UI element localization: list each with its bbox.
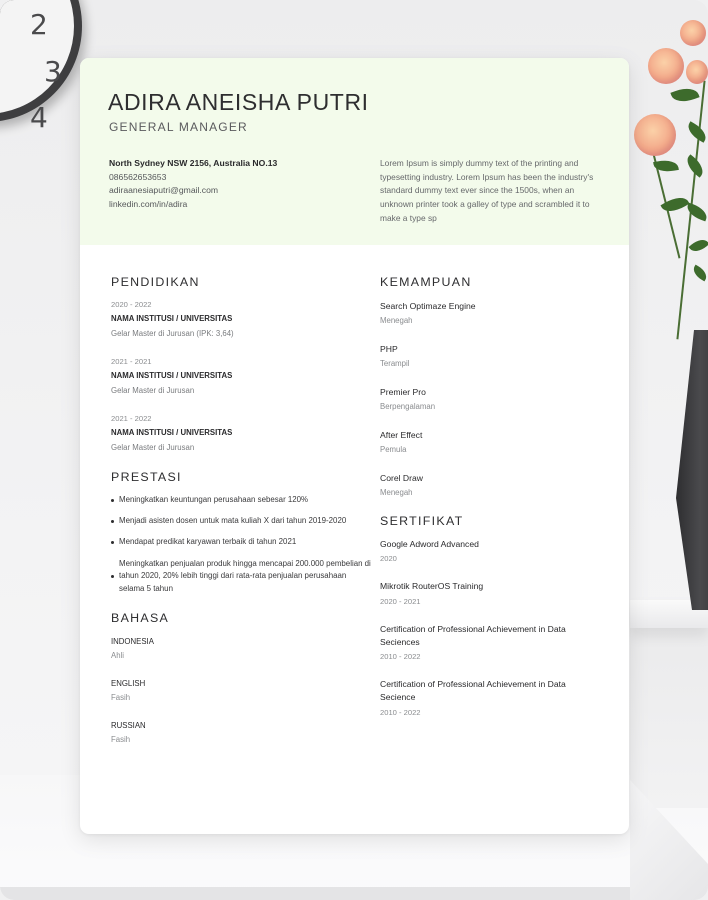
certificate-name: Mikrotik RouterOS Training [380,581,484,592]
skill-name: Corel Draw [380,473,423,483]
achievement-item [111,515,371,528]
education-year: 2021 - 2022 [111,414,152,423]
education-institution: NAMA INSTITUSI / UNIVERSITAS [111,428,233,437]
certificate-year: 2010 - 2022 [380,707,421,717]
certificate-item [380,538,600,566]
achievement-item [111,536,371,549]
language-name: INDONESIA [111,637,154,647]
skill-item [380,385,600,414]
skill-item [380,471,600,500]
achievement-text: Meningkatkan penjualan produk hingga mencapai 200.000 pembelian di tahun 2020, 20% lebih tinggi dari rata-rata penjualan perusahaan selama 5 tahun [119,558,371,593]
skill-name: Premier Pro [380,387,426,397]
languages-title: BAHASA [111,611,170,626]
contact-linkedin: linkedin.com/in/adira [109,198,188,209]
education-year: 2021 - 2021 [111,357,152,366]
skill-item [380,428,600,457]
skill-level: Pemula [380,445,407,454]
language-item [111,719,371,746]
education-degree: Gelar Master di Jurusan [111,443,195,452]
certificate-year: 2020 [380,554,397,564]
resume-role: GENERAL MANAGER [109,120,248,134]
bullet-icon [111,541,114,544]
education-title: PENDIDIKAN [111,275,200,289]
floor-edge [0,887,708,900]
achievement-item [111,558,371,596]
contact-phone: 086562653653 [109,171,167,182]
achievement-text: Menjadi asisten dosen untuk mata kuliah X dari tahun 2019-2020 [119,516,347,526]
leaf-icon [683,154,708,177]
flower-icon [648,48,684,84]
education-item [111,299,371,340]
skill-item [380,342,600,371]
certificates-title: SERTIFIKAT [380,514,464,528]
clock-number-2: 2 [30,8,48,41]
achievements-title: PRESTASI [111,470,182,484]
resume-header [80,58,629,245]
bullet-icon [111,499,114,502]
skill-level: Menegah [380,316,413,325]
skill-name: After Effect [380,430,423,440]
leaf-icon [691,265,708,282]
education-institution: NAMA INSTITUSI / UNIVERSITAS [111,371,233,380]
skill-level: Menegah [380,488,413,497]
education-degree: Gelar Master di Jurusan [111,386,195,395]
flower-icon [634,114,676,156]
language-name: ENGLISH [111,679,146,689]
leaf-icon [684,121,708,142]
contact-block [109,157,339,211]
resume-name: ADIRA ANEISHA PUTRI [108,89,369,115]
achievement-text: Mendapat predikat karyawan terbaik di tahun 2021 [119,537,297,547]
certificates-section [380,514,600,720]
skill-name: Search Optimaze Engine [380,301,476,311]
achievement-text: Meningkatkan keuntungan perusahaan sebesar 120% [119,495,309,504]
flower-icon [680,20,706,46]
language-name: RUSSIAN [111,721,146,731]
education-section [111,275,371,454]
language-level: Fasih [111,735,131,745]
language-level: Ahli [111,651,125,661]
skill-level: Berpengalaman [380,402,436,411]
education-year: 2020 - 2022 [111,300,152,309]
certificate-item [380,678,600,720]
certificate-name: Certification of Professional Achievement in Data Secience [380,679,566,703]
skill-name: PHP [380,344,398,354]
certificate-year: 2010 - 2022 [380,652,421,662]
wall-clock-icon [0,0,82,134]
clock-number-3: 3 [44,55,62,88]
resume-summary: Lorem Ipsum is simply dummy text of the printing and typesetting industry. Lorem Ipsum has been the industry's standard dummy text ever since the 1500s, when an unknown printer took a galley of type and scrambled it to make a type sp [380,158,594,223]
achievement-item [111,494,371,507]
education-degree: Gelar Master di Jurusan (IPK: 3,64) [111,329,234,338]
shelf-wall [630,628,708,808]
bullet-icon [111,575,114,578]
resume-page [80,58,629,834]
flower-icon [686,60,708,84]
clock-number-4: 4 [30,101,48,134]
certificate-item [380,580,600,608]
education-institution: NAMA INSTITUSI / UNIVERSITAS [111,314,233,323]
education-item [111,356,371,397]
skill-level: Terampil [380,359,410,368]
skills-title: KEMAMPUAN [380,275,472,289]
vase-icon [676,330,708,610]
languages-section [111,611,371,746]
certificate-name: Certification of Professional Achievement in Data Seciences [380,623,566,647]
clock-face [0,0,74,134]
certificate-item [380,623,600,665]
language-item [111,677,371,704]
contact-address: North Sydney NSW 2156, Australia NO.13 [109,158,278,168]
right-column [380,275,600,734]
language-level: Fasih [111,693,131,703]
skill-item [380,299,600,328]
certificate-year: 2020 - 2021 [380,596,421,606]
certificate-name: Google Adword Advanced [380,539,479,549]
achievements-list [111,494,371,595]
achievements-section [111,470,371,595]
leaf-icon [670,84,699,106]
left-column [111,275,371,761]
language-item [111,635,371,662]
skills-section [380,275,600,500]
leaf-icon [689,236,708,256]
contact-email: adiraanesiaputri@gmail.com [109,185,219,195]
bullet-icon [111,520,114,523]
education-item [111,413,371,454]
